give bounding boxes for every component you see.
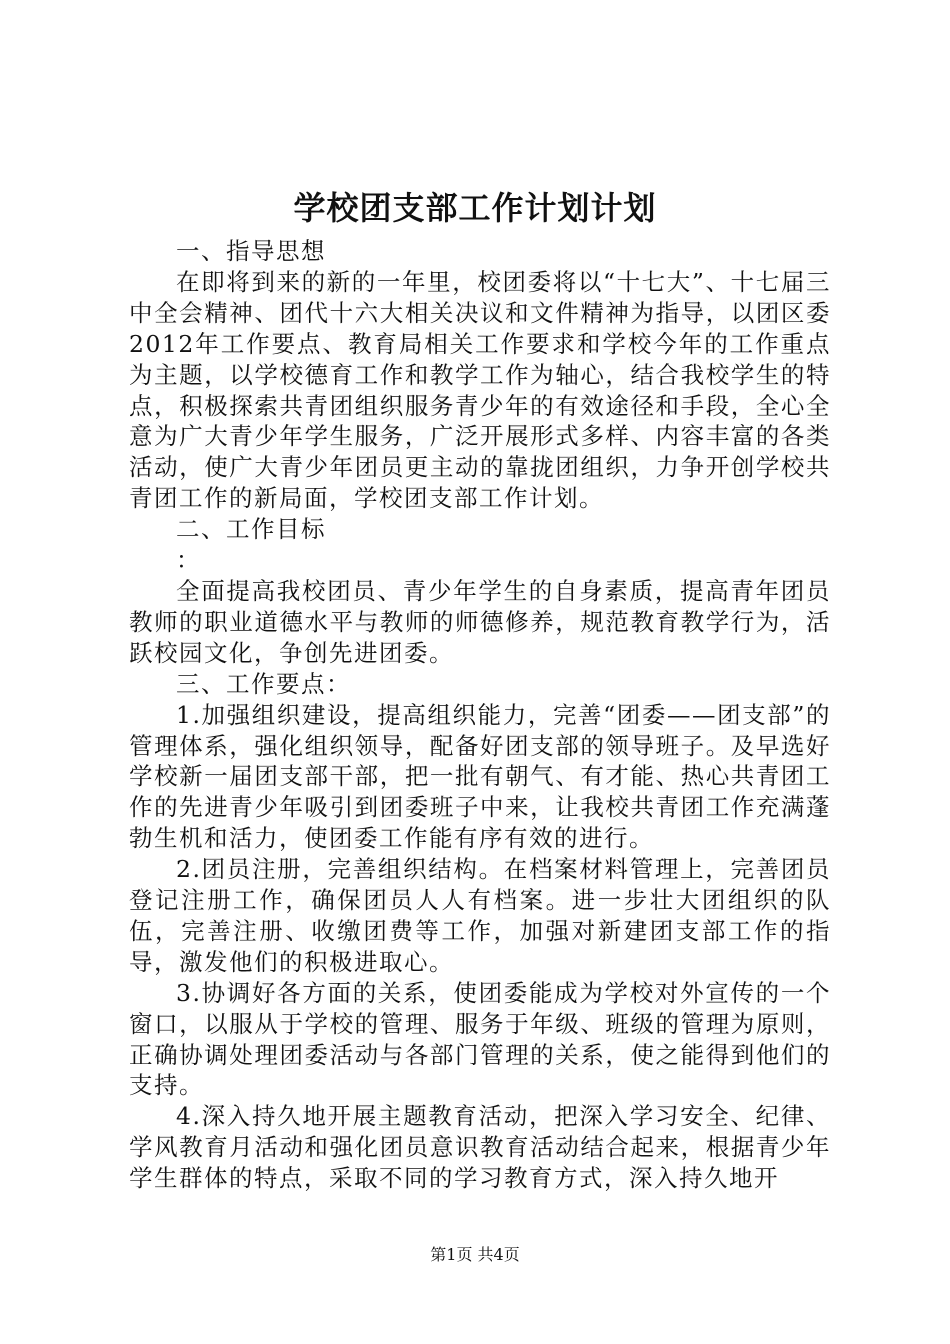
document-title: 学校团支部工作计划计划	[293, 189, 657, 227]
section-heading-guiding-ideology: 一、指导思想	[176, 237, 326, 265]
paragraph-guiding-ideology: 在即将到来的新的一年里，校团委将以“十七大”、十七届三中全会精神、团代十六大相关决议和文件精神为指导，以团区委2012年工作要点、教育局相关工作要求和学校今年的工作重点为主题，以学校德育工作和教学工作为轴心，结合我校学生的特点，积极探索共青团组织服务青少年的有效途径和手段，全心全意为广大青少年学生服务，广泛开展形式多样、内容丰富的各类活动，使广大青少年团员更主动的靠拢团组织，力争开创学校共青团工作的新局面，学校团支部工作计划。	[129, 267, 831, 513]
list-item-4: 4.深入持久地开展主题教育活动，把深入学习安全、纪律、学风教育月活动和强化团员意识教育活动结合起来，根据青少年学生群体的特点，采取不同的学习教育方式，深入持久地开	[129, 1102, 831, 1193]
paragraph-colon: ：	[176, 546, 201, 575]
page-footer: 第1页 共4页	[430, 1245, 520, 1264]
section-heading-work-goals: 二、工作目标	[176, 515, 326, 544]
list-item-1: 1.加强组织建设，提高组织能力，完善“团委——团支部”的管理体系，强化组织领导，配备好团支部的领导班子。及早选好学校新一届团支部干部，把一批有朝气、有才能、热心共青团工作的先进青少年吸引到团委班子中来，让我校共青团工作充满蓬勃生机和活力，使团委工作能有序有效的进行。	[129, 700, 831, 853]
section-heading-work-points: 三、工作要点：	[176, 669, 351, 698]
paragraph-work-goals: 全面提高我校团员、青少年学生的自身素质，提高青年团员教师的职业道德水平与教师的师德修养，规范教育教学行为，活跃校园文化，争创先进团委。	[129, 576, 831, 667]
list-item-3: 3.协调好各方面的关系，使团委能成为学校对外宣传的一个窗口，以服从于学校的管理、服务于年级、班级的管理为原则，正确协调处理团委活动与各部门管理的关系，使之能得到他们的支持。	[129, 978, 831, 1100]
document-body	[129, 236, 831, 1194]
list-item-2: 2.团员注册，完善组织结构。在档案材料管理上，完善团员登记注册工作，确保团员人人有档案。进一步壮大团组织的队伍，完善注册、收缴团费等工作，加强对新建团支部工作的指导，激发他们的积极进取心。	[129, 855, 831, 976]
